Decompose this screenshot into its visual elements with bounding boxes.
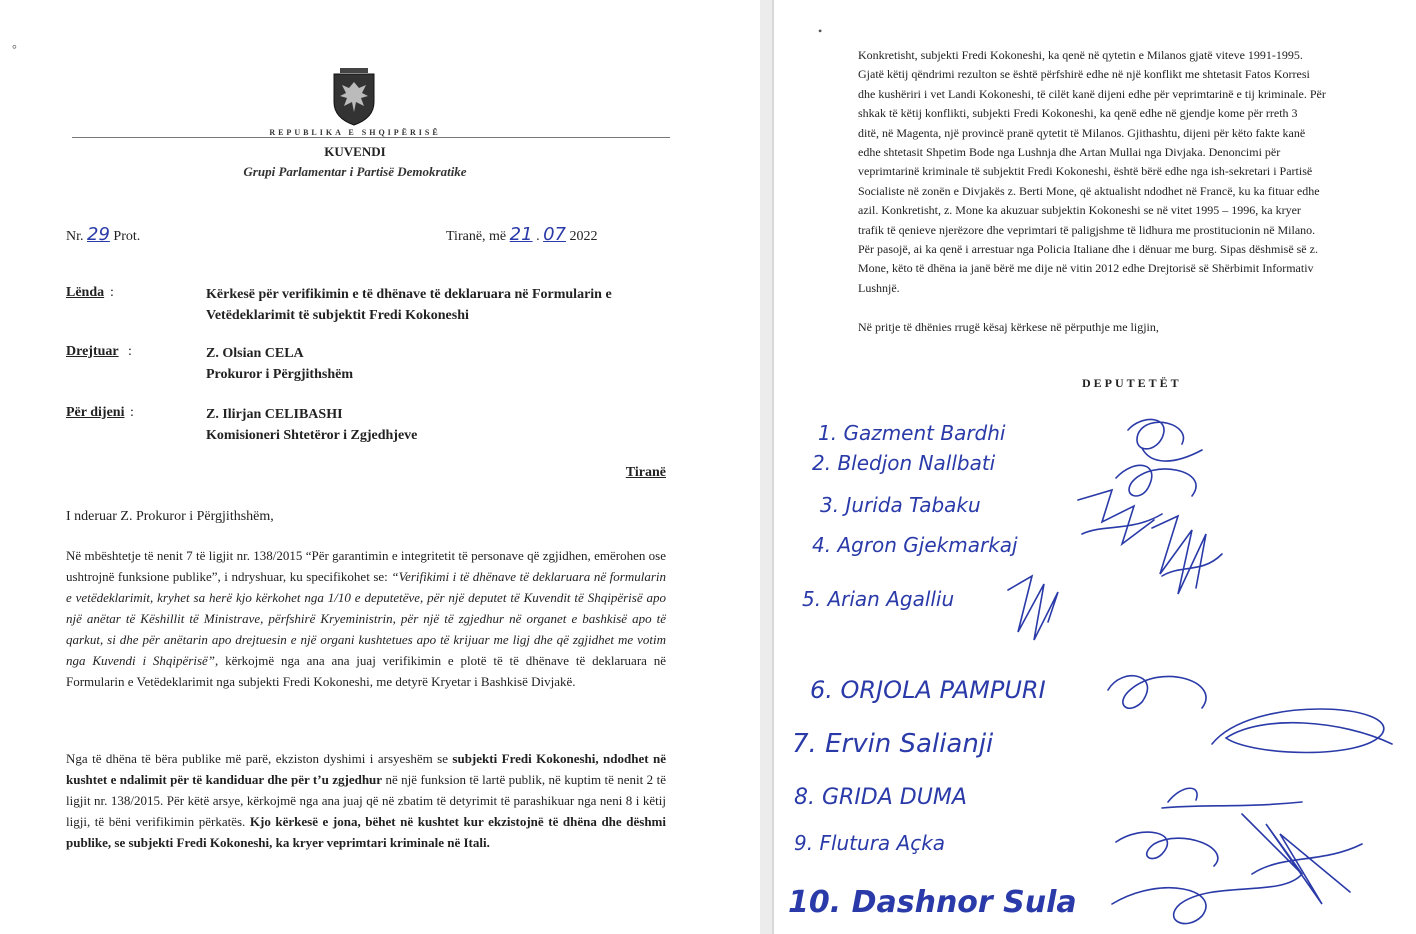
text-line: Mone, këto të dhëna ia janë bërë me dije në vitin 2012 edhe Drejtorisë së Shërbimit Informativ: [858, 261, 1314, 276]
signature-name: 2. Bledjon Nallbati: [812, 451, 996, 475]
date-month: 07: [543, 224, 566, 245]
signature-name: 9. Flutura Açka: [794, 831, 946, 855]
text-line: Gjatë këtij qëndrimi rezulton se është përfshirë edhe në një konflikt me shtetasit Fatos Korresi: [858, 67, 1310, 82]
deputy-signatures: [782, 404, 1416, 934]
republic-header: REPUBLIKA E SHQIPËRISË: [269, 128, 441, 137]
cc-recipient: [206, 404, 676, 446]
date-year: 2022: [569, 229, 598, 244]
signature-scribble: [1116, 832, 1218, 866]
signature-scribble: [1108, 676, 1206, 708]
signature-name: 3. Jurida Tabaku: [820, 493, 981, 517]
legal-quote: “Verifikimi i të dhënave të deklaruara në formularin e vetëdeklarimit, kryhet sa herë kjo kërkohet nga 1/10 e deputetëve, për një deputet të Kuvendit të Shqipërisë apo një anëtar të Këshillit të Ministrave, përfshirë Kryeministrin, për një të zgjedhur në organet e bashkisë apo të qarkut, si dhe për anëtarin apo drejtuesin e një organi kushtetues apo të krijuar me ligj dhe që zgjidhet me votim nga Kuvendi i Shqipërisë”: [66, 569, 667, 668]
protocol-number: [66, 224, 140, 245]
to-label: Drejtuar: [66, 344, 119, 359]
to-title: Prokuror i Përgjithshëm: [206, 367, 353, 382]
header-divider: [72, 137, 670, 138]
signature-scribble: [1212, 709, 1392, 753]
text-line: Për pasojë, ai ka qenë i arrestuar nga Policia Italiane dhe i dënuar me burg. Sipas dëshmisë së z.: [858, 242, 1318, 257]
nr-handwritten: 29: [87, 224, 110, 245]
allegations-paragraph: [858, 46, 1416, 298]
right-document-page: [772, 0, 1416, 934]
nr-prefix: Nr.: [66, 229, 84, 244]
scan-mark: °: [12, 42, 17, 56]
institution-title: KUVENDI: [324, 144, 386, 159]
text-line: shkak të këtij konflikti, subjekti Fredi Kokoneshi, ka qenë edhe në gjendje kome për rreth 3: [858, 106, 1298, 121]
cc-name: Z. Ilirjan CELIBASHI: [206, 407, 343, 422]
signature-name: 1. Gazment Bardhi: [818, 421, 1006, 445]
text-line: edhe shtetasit Shpetim Bode nga Lushnja dhe Artan Mullai nga Divjaka. Denoncimi për: [858, 145, 1281, 160]
text-line: Konkretisht, subjekti Fredi Kokoneshi, ka qenë në qytetin e Milanos gjatë viteve 1991-1995.: [858, 48, 1303, 62]
subject-text: Kërkesë për verifikimin e të dhënave të deklaruara në Formularin e Vetëdeklarimit të subjektit Fredi Kokoneshi: [206, 287, 612, 323]
to-recipient: [206, 343, 676, 385]
date-prefix: Tiranë, më: [446, 229, 507, 244]
signature-scribble: [1162, 788, 1302, 808]
signature-scribble: [1242, 814, 1362, 904]
paragraph-2: Nga të dhëna të bëra publike më parë, ekziston dyshimi i arsyeshëm se subjekti Fredi Kokoneshi, ndodhet në kushtet e ndalimit për të kandiduar dhe për t’u zgjedhur në një funksion të lartë publik, në kuptim të nenit 2 të ligjit nr. 138/2015. Për këtë arsye, kërkojmë nga ana juaj që në zbatim të detyrimit të parashikuar nga neni 8 i këtij ligji, të bëni verifikimin përkatës. Kjo kërkesë e jona, bëhet në kushtet kur ekzistojnë të dhëna dhe dëshmi publike, se subjekti Fredi Kokoneshi, ka kryer veprimtari kriminale në Itali.: [66, 751, 667, 850]
salutation: I nderuar Z. Prokuror i Përgjithshëm,: [66, 509, 274, 524]
document-date: Tiranë, më 21 . 07 2022: [446, 224, 598, 245]
cc-label: Për dijeni: [66, 405, 125, 420]
signature-scribble: [1116, 465, 1196, 496]
deputies-heading: DEPUTETËT: [1082, 376, 1182, 390]
nr-suffix: Prot.: [113, 229, 141, 244]
group-subtitle: Grupi Parlamentar i Partisë Demokratike: [243, 164, 467, 179]
signature-name: 8. GRIDA DUMA: [794, 785, 967, 810]
scan-mark: •: [818, 24, 823, 38]
paragraph-1: Në mbështetje të nenit 7 të ligjit nr. 138/2015 “Për garantimin e integritetit të personave që zgjidhen, emërohen ose ushtrojnë funksione publike”, i ndryshuar, ku specifikohet se: “Verifikimi i të dhënave të deklaruara në formularin e vetëdeklarimit, kryhet sa herë kjo kërkohet nga 1/10 e deputetëve, për një deputet të Kuvendit të Shqipërisë apo një anëtar të Këshillit të Ministrave, përfshirë Kryeministrin, për një të zgjedhur në organet e bashkisë apo të qarkut, si dhe për anëtarin apo drejtuesin e një organi kushtetues apo të krijuar me ligj dhe që zgjidhet me votim nga Kuvendi i Shqipërisë”, kërkojmë nga ana ana juaj verifikimin e plotë të të dhënave të deklaruara në Formularin e Vetëdeklarimit nga subjekti Fredi Kokoneshi, me detyrë Kryetar i Bashkisë Divjakë.: [66, 548, 667, 689]
subject-label: Lënda: [66, 285, 105, 300]
text-line: trafik të qenieve njerëzore dhe veprimtari të paligjshme të lidhura me prostitucionin në Milano.: [858, 222, 1316, 237]
signature-name: 4. Agron Gjekmarkaj: [812, 533, 1018, 557]
signature-name: 5. Arian Agalliu: [802, 587, 955, 611]
text-line: azil. Konkretisht, z. Mone ka akuzuar subjektin Kokoneshi se në vitet 1995 – 1996, ka kryer: [858, 203, 1301, 218]
signature-name: 6. ORJOLA PAMPURI: [810, 676, 1046, 704]
signature-name: 7. Ervin Salianji: [792, 729, 994, 759]
text-line: veprimtarinë kriminale të subjektit Fredi Kokoneshi, është bërë edhe nga ish-sekretari i Partisë: [858, 164, 1313, 179]
page-gutter: [760, 0, 772, 934]
date-day: 21: [509, 224, 533, 245]
signature-name: 10. Dashnor Sula: [788, 885, 1077, 920]
to-name: Z. Olsian CELA: [206, 346, 304, 361]
text-line: Socialiste në zonën e Divjakës z. Berti Mone, që aktualisht ndodhet në Francë, ku ka fituar edhe: [858, 183, 1320, 198]
text-line: Lushnjë.: [858, 280, 900, 295]
cc-title: Komisioneri Shtetëror i Zgjedhjeve: [206, 428, 418, 443]
closing-line: Në pritje të dhënies rrugë kësaj kërkese në përputhje me ligjin,: [858, 320, 1159, 334]
signature-scribble: [1112, 874, 1302, 924]
left-document-page: ° REPUBLIKA E SHQIPËRISË KUVENDI Grupi Parlamentar i Partisë Demokratike Nr. 29 Prot. Tiranë, më 21 . 07 2022 Lënda : Kërkesë për verifikimin e të dhënave të deklaruara në Formularin e Vetëdeklarimit të subjektit Fredi Kokoneshi Drejtuar : Z. Olsian CELA Prokuror i Përgjithshëm Për dijeni : Z. Ilirjan CELIBASHI Komisioneri Shtetëror i Zgjedhjeve Tiranë I nderuar Z. Prokuror i Përgjithshëm, Në mbështetje të nenit 7 të ligjit nr. 138/2015 “Për garantimin e integritetit të personave që zgjidhen, emërohen ose ushtrojnë funksione publike”, i ndryshuar, ku specifikohet se: “Verifikimi i të dhënave të deklaruara në formularin e vetëdeklarimit, kryhet sa herë kjo kërkohet nga 1/10 e deputetëve, për një deputet të Kuvendit të Shqipërisë apo një anëtar të Këshillit të Ministrave, përfshirë Kryeministrin, për një të zgjedhur në organet e bashkisë apo të qarkut, si dhe për anëtarin apo drejtuesin e një organi kushtetues apo të krijuar me ligj dhe që zgjidhet me votim nga Kuvendi i Shqipërisë”, kërkojmë nga ana ana juaj verifikimin e plotë të të dhënave të deklaruara në Formularin e Vetëdeklarimit nga subjekti Fredi Kokoneshi, me detyrë Kryetar i Bashkisë Divjakë. Nga të dhëna të bëra publike më parë, ekziston dyshimi i arsyeshëm se subjekti Fredi Kokoneshi, ndodhet në kushtet e ndalimit për të kandiduar dhe për t’u zgjedhur në një funksion të lartë publik, në kuptim të nenit 2 të ligjit nr. 138/2015. Për këtë arsye, kërkojmë nga ana juaj që në zbatim të detyrimit të parashikuar nga neni 8 i këtij ligji, të bëni verifikimin përkatës. Kjo kërkesë e jona, bëhet në kushtet kur ekzistojnë të dhëna dhe dëshmi publike, se subjekti Fredi Kokoneshi, ka kryer veprimtari kriminale në Itali.: [0, 0, 760, 934]
signature-scribble: [1008, 576, 1058, 640]
city-label: Tiranë: [625, 465, 666, 480]
text-line: ditë, në Magenta, një provincë pranë qytetit të Milanos. Gjithashtu, dijeni për këto fakte kanë: [858, 125, 1306, 140]
signature-scribble: [1128, 420, 1202, 462]
albanian-crest-icon: [330, 68, 378, 126]
signature-scribble: [1078, 490, 1162, 544]
signature-scribble: [1152, 516, 1222, 594]
text-line: dhe kushëriri i vet Landi Kokoneshi, të cilët kanë dijeni edhe për veprimtarinë e tij kriminale. Për: [858, 86, 1326, 101]
page-edge: [772, 0, 774, 934]
